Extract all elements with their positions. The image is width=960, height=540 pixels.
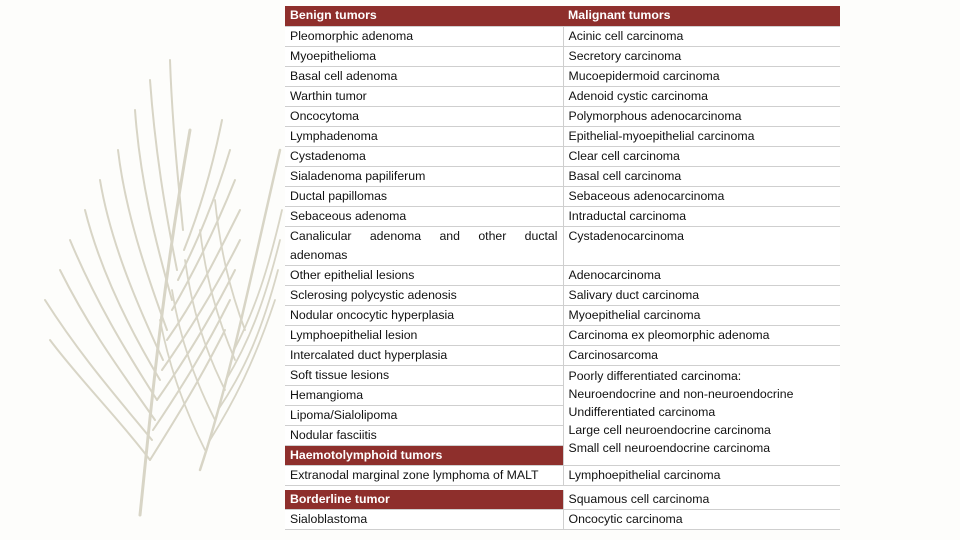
table-row: [285, 346, 840, 366]
benign-cell: Lymphoepithelial lesion: [285, 326, 563, 346]
poorly-diff-line: Poorly differentiated carcinoma:: [568, 369, 742, 383]
benign-cell: Ductal papillomas: [285, 187, 563, 207]
table-row: [285, 227, 840, 266]
benign-cell: Sialoblastoma: [285, 510, 563, 530]
malignant-header: Malignant tumors: [563, 6, 840, 27]
table-row: [285, 147, 840, 167]
table-row: [285, 67, 840, 87]
table-row: [285, 306, 840, 326]
benign-cell: Sclerosing polycystic adenosis: [285, 286, 563, 306]
benign-cell: [285, 366, 563, 466]
benign-cell: Myoepithelioma: [285, 47, 563, 67]
table-row: [285, 207, 840, 227]
borderline-header: Borderline tumor: [285, 490, 563, 510]
nodular-fasciitis: Nodular fasciitis: [285, 426, 563, 446]
benign-cell: Extranodal marginal zone lymphoma of MALT: [285, 466, 563, 486]
malignant-cell: Salivary duct carcinoma: [563, 286, 840, 306]
benign-cell: Pleomorphic adenoma: [285, 27, 563, 47]
table-row: [285, 107, 840, 127]
malignant-cell: Mucoepidermoid carcinoma: [563, 67, 840, 87]
malignant-cell: Intraductal carcinoma: [563, 207, 840, 227]
table-row: [285, 490, 840, 510]
benign-cell: Warthin tumor: [285, 87, 563, 107]
table-row: [285, 167, 840, 187]
table-row: [285, 466, 840, 486]
malignant-cell: Adenocarcinoma: [563, 266, 840, 286]
malignant-cell: Oncocytic carcinoma: [563, 510, 840, 530]
malignant-cell: Clear cell carcinoma: [563, 147, 840, 167]
benign-cell: Sialadenoma papiliferum: [285, 167, 563, 187]
table-row: [285, 366, 840, 466]
canalicular-word: ductal: [524, 229, 558, 243]
benign-cell: Lymphadenoma: [285, 127, 563, 147]
canalicular-word: and: [439, 229, 460, 243]
benign-cell: Oncocytoma: [285, 107, 563, 127]
lipoma: Lipoma/Sialolipoma: [285, 406, 563, 426]
benign-cell: [285, 227, 563, 266]
malignant-cell: Adenoid cystic carcinoma: [563, 87, 840, 107]
canalicular-word: other: [478, 229, 507, 243]
poorly-diff-line: Neuroendocrine and non-neuroendocrine: [568, 387, 794, 401]
table-row: [285, 326, 840, 346]
malignant-cell: Lymphoepithelial carcinoma: [563, 466, 840, 486]
hemangioma: Hemangioma: [285, 386, 563, 406]
malignant-cell: Cystadenocarcinoma: [563, 227, 840, 266]
malignant-cell: [563, 366, 840, 466]
malignant-cell: Epithelial-myoepithelial carcinoma: [563, 127, 840, 147]
malignant-cell: Acinic cell carcinoma: [563, 27, 840, 47]
poorly-diff-line: Large cell neuroendocrine carcinoma: [568, 423, 771, 437]
tumor-classification-table: [285, 6, 840, 530]
table-row: [285, 127, 840, 147]
benign-cell: Sebaceous adenoma: [285, 207, 563, 227]
canalicular-line1: [290, 227, 558, 246]
malignant-cell: Basal cell carcinoma: [563, 167, 840, 187]
haemato-header: Haemotolymphoid tumors: [285, 446, 563, 465]
benign-cell: Other epithelial lesions: [285, 266, 563, 286]
classification-table-document: [285, 6, 840, 529]
benign-cell: Nodular oncocytic hyperplasia: [285, 306, 563, 326]
malignant-cell: Myoepithelial carcinoma: [563, 306, 840, 326]
benign-cell: Basal cell adenoma: [285, 67, 563, 87]
table-header-row: [285, 6, 840, 27]
malignant-cell: Sebaceous adenocarcinoma: [563, 187, 840, 207]
table-row: [285, 286, 840, 306]
malignant-cell: Secretory carcinoma: [563, 47, 840, 67]
benign-cell: Cystadenoma: [285, 147, 563, 167]
canalicular-word: adenoma: [369, 229, 422, 243]
table-row: [285, 47, 840, 67]
soft-tissue-lesions: Soft tissue lesions: [285, 366, 563, 386]
table-row: [285, 266, 840, 286]
table-row: [285, 27, 840, 47]
malignant-cell: Squamous cell carcinoma: [563, 490, 840, 510]
poorly-diff-line: Small cell neuroendocrine carcinoma: [568, 441, 771, 455]
malignant-cell: Carcinosarcoma: [563, 346, 840, 366]
table-row: [285, 187, 840, 207]
feather-decoration: [0, 0, 330, 540]
malignant-cell: Polymorphous adenocarcinoma: [563, 107, 840, 127]
canalicular-word: Canalicular: [290, 229, 352, 243]
table-row: [285, 87, 840, 107]
benign-header: Benign tumors: [285, 6, 563, 27]
poorly-diff-line: Undifferentiated carcinoma: [568, 405, 716, 419]
canalicular-line2: adenomas: [290, 248, 348, 262]
malignant-cell: Carcinoma ex pleomorphic adenoma: [563, 326, 840, 346]
benign-cell: Intercalated duct hyperplasia: [285, 346, 563, 366]
table-row: [285, 510, 840, 530]
